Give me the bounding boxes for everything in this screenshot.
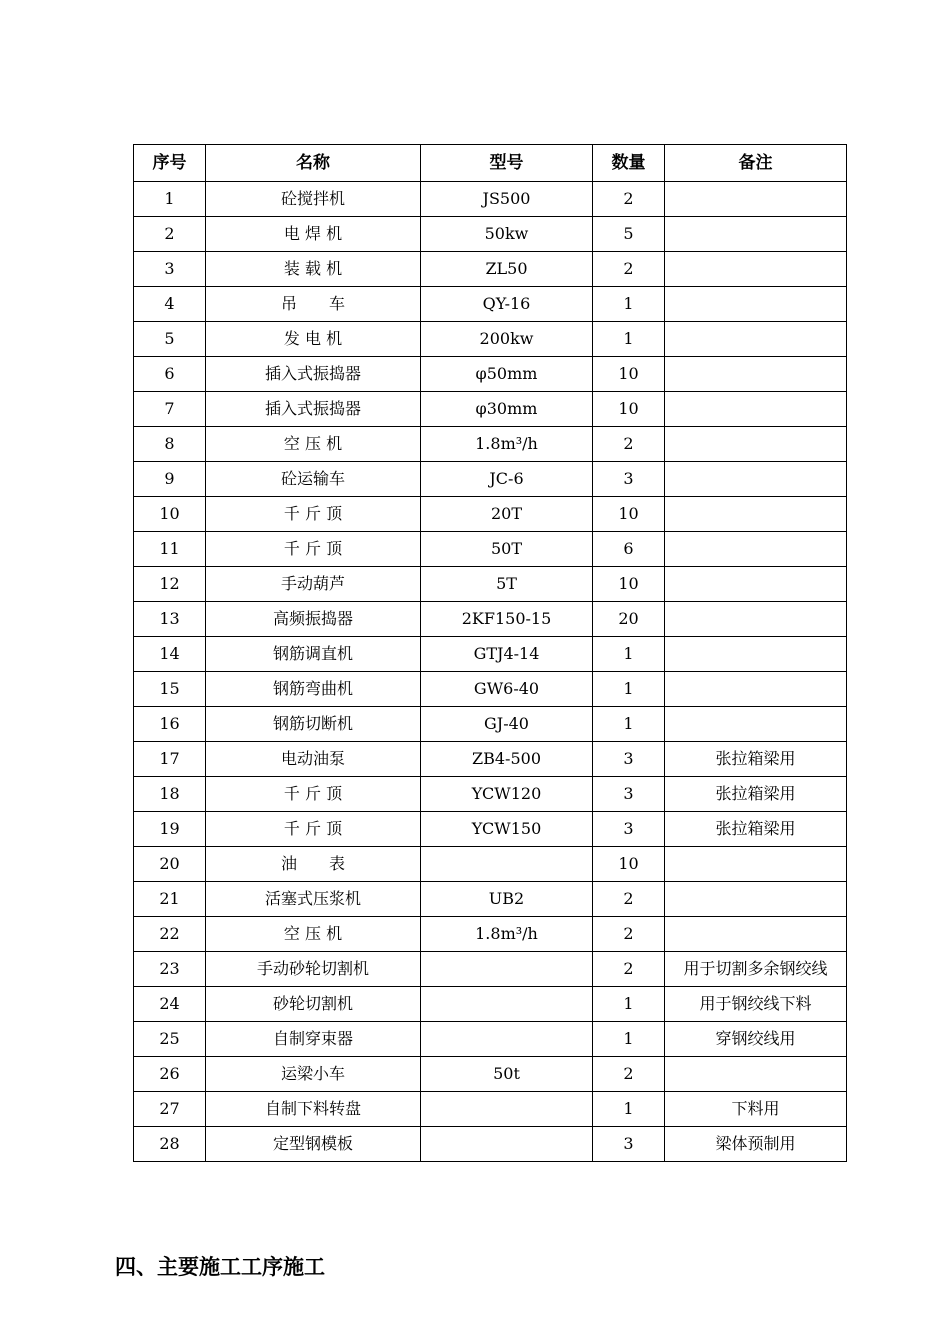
equipment-name: 油 表 bbox=[206, 847, 421, 882]
table-row bbox=[134, 917, 847, 952]
equipment-remark bbox=[665, 742, 847, 777]
equipment-name: 电 焊 机 bbox=[206, 217, 421, 252]
equipment-quantity: 2 bbox=[593, 917, 665, 952]
equipment-quantity: 20 bbox=[593, 602, 665, 637]
table-row bbox=[134, 392, 847, 427]
equipment-remark bbox=[665, 532, 847, 567]
row-index: 25 bbox=[134, 1022, 206, 1057]
equipment-name: 空 压 机 bbox=[206, 917, 421, 952]
table-row bbox=[134, 1092, 847, 1127]
equipment-quantity: 10 bbox=[593, 357, 665, 392]
row-index: 6 bbox=[134, 357, 206, 392]
equipment-remark bbox=[665, 252, 847, 287]
equipment-remark bbox=[665, 322, 847, 357]
remark-text: 用于钢绞线下料 bbox=[699, 994, 812, 1013]
equipment-name: 运梁小车 bbox=[206, 1057, 421, 1092]
equipment-model: ZB4-500 bbox=[421, 742, 593, 777]
equipment-quantity: 2 bbox=[593, 952, 665, 987]
equipment-model: UB2 bbox=[421, 882, 593, 917]
equipment-remark bbox=[665, 497, 847, 532]
equipment-name: 钢筋切断机 bbox=[206, 707, 421, 742]
equipment-remark bbox=[665, 1127, 847, 1162]
equipment-name: 自制下料转盘 bbox=[206, 1092, 421, 1127]
equipment-quantity: 1 bbox=[593, 287, 665, 322]
equipment-model: JC-6 bbox=[421, 462, 593, 497]
equipment-name: 空 压 机 bbox=[206, 427, 421, 462]
row-index: 3 bbox=[134, 252, 206, 287]
row-index: 8 bbox=[134, 427, 206, 462]
equipment-remark bbox=[665, 637, 847, 672]
row-index: 24 bbox=[134, 987, 206, 1022]
equipment-quantity: 1 bbox=[593, 672, 665, 707]
row-index: 7 bbox=[134, 392, 206, 427]
table-row bbox=[134, 1127, 847, 1162]
table-body bbox=[134, 182, 847, 1162]
row-index: 10 bbox=[134, 497, 206, 532]
equipment-model: 1.8m³/h bbox=[421, 917, 593, 952]
equipment-quantity: 1 bbox=[593, 1092, 665, 1127]
row-index: 23 bbox=[134, 952, 206, 987]
equipment-model bbox=[421, 952, 593, 987]
equipment-model: 1.8m³/h bbox=[421, 427, 593, 462]
equipment-quantity: 10 bbox=[593, 567, 665, 602]
equipment-name: 活塞式压浆机 bbox=[206, 882, 421, 917]
equipment-remark bbox=[665, 1092, 847, 1127]
table-row bbox=[134, 952, 847, 987]
equipment-remark bbox=[665, 392, 847, 427]
equipment-quantity: 10 bbox=[593, 497, 665, 532]
table-row bbox=[134, 882, 847, 917]
equipment-remark bbox=[665, 882, 847, 917]
row-index: 1 bbox=[134, 182, 206, 217]
table-row bbox=[134, 602, 847, 637]
table-row bbox=[134, 567, 847, 602]
equipment-quantity: 2 bbox=[593, 1057, 665, 1092]
table-row bbox=[134, 1022, 847, 1057]
equipment-model: GTJ4-14 bbox=[421, 637, 593, 672]
equipment-model: JS500 bbox=[421, 182, 593, 217]
equipment-name: 定型钢模板 bbox=[206, 1127, 421, 1162]
table-row bbox=[134, 252, 847, 287]
equipment-quantity: 2 bbox=[593, 182, 665, 217]
table-row bbox=[134, 287, 847, 322]
row-index: 12 bbox=[134, 567, 206, 602]
equipment-model: 50kw bbox=[421, 217, 593, 252]
equipment-name: 自制穿束器 bbox=[206, 1022, 421, 1057]
table-row bbox=[134, 182, 847, 217]
table-row bbox=[134, 1057, 847, 1092]
equipment-remark bbox=[665, 182, 847, 217]
equipment-quantity: 3 bbox=[593, 462, 665, 497]
equipment-remark bbox=[665, 987, 847, 1022]
equipment-quantity: 2 bbox=[593, 252, 665, 287]
table-row bbox=[134, 357, 847, 392]
row-index: 4 bbox=[134, 287, 206, 322]
equipment-remark bbox=[665, 1057, 847, 1092]
equipment-model: YCW120 bbox=[421, 777, 593, 812]
equipment-name: 钢筋调直机 bbox=[206, 637, 421, 672]
row-index: 20 bbox=[134, 847, 206, 882]
row-index: 18 bbox=[134, 777, 206, 812]
equipment-model: 20T bbox=[421, 497, 593, 532]
equipment-model: 50t bbox=[421, 1057, 593, 1092]
equipment-remark bbox=[665, 672, 847, 707]
equipment-remark bbox=[665, 847, 847, 882]
equipment-name: 手动葫芦 bbox=[206, 567, 421, 602]
equipment-name: 砂轮切割机 bbox=[206, 987, 421, 1022]
equipment-name: 装 载 机 bbox=[206, 252, 421, 287]
equipment-remark bbox=[665, 357, 847, 392]
table-row bbox=[134, 497, 847, 532]
equipment-quantity: 1 bbox=[593, 637, 665, 672]
equipment-remark bbox=[665, 427, 847, 462]
remark-text: 用于切割多余钢绞线 bbox=[683, 959, 828, 978]
equipment-quantity: 1 bbox=[593, 1022, 665, 1057]
equipment-model: φ50mm bbox=[421, 357, 593, 392]
row-index: 15 bbox=[134, 672, 206, 707]
equipment-model bbox=[421, 1022, 593, 1057]
table-row bbox=[134, 707, 847, 742]
equipment-quantity: 3 bbox=[593, 812, 665, 847]
equipment-quantity: 2 bbox=[593, 427, 665, 462]
header-index: 序号 bbox=[134, 145, 206, 182]
equipment-model: 200kw bbox=[421, 322, 593, 357]
equipment-model: φ30mm bbox=[421, 392, 593, 427]
equipment-name: 千 斤 顶 bbox=[206, 532, 421, 567]
equipment-quantity: 10 bbox=[593, 392, 665, 427]
equipment-quantity: 3 bbox=[593, 1127, 665, 1162]
equipment-model: YCW150 bbox=[421, 812, 593, 847]
table-row bbox=[134, 777, 847, 812]
equipment-remark bbox=[665, 917, 847, 952]
table-row bbox=[134, 987, 847, 1022]
row-index: 26 bbox=[134, 1057, 206, 1092]
equipment-remark bbox=[665, 1022, 847, 1057]
equipment-name: 电动油泵 bbox=[206, 742, 421, 777]
table-row bbox=[134, 322, 847, 357]
equipment-model: 50T bbox=[421, 532, 593, 567]
equipment-table bbox=[133, 144, 847, 1162]
equipment-name: 千 斤 顶 bbox=[206, 812, 421, 847]
table-row bbox=[134, 637, 847, 672]
equipment-model: QY-16 bbox=[421, 287, 593, 322]
row-index: 27 bbox=[134, 1092, 206, 1127]
equipment-name: 发 电 机 bbox=[206, 322, 421, 357]
remark-text: 张拉箱梁用 bbox=[715, 784, 796, 803]
equipment-model bbox=[421, 1092, 593, 1127]
equipment-quantity: 3 bbox=[593, 777, 665, 812]
header-remark: 备注 bbox=[665, 145, 847, 182]
table-header-row bbox=[134, 145, 847, 182]
equipment-name: 高频振捣器 bbox=[206, 602, 421, 637]
remark-text: 张拉箱梁用 bbox=[715, 749, 796, 768]
equipment-remark bbox=[665, 217, 847, 252]
section-heading: 四、主要施工工序施工 bbox=[115, 1255, 325, 1279]
equipment-quantity: 1 bbox=[593, 322, 665, 357]
remark-text: 下料用 bbox=[731, 1099, 780, 1118]
row-index: 19 bbox=[134, 812, 206, 847]
equipment-remark bbox=[665, 462, 847, 497]
equipment-model: GW6-40 bbox=[421, 672, 593, 707]
table-row bbox=[134, 812, 847, 847]
equipment-name: 砼运输车 bbox=[206, 462, 421, 497]
equipment-name: 手动砂轮切割机 bbox=[206, 952, 421, 987]
equipment-name: 吊 车 bbox=[206, 287, 421, 322]
row-index: 16 bbox=[134, 707, 206, 742]
equipment-model: 2KF150-15 bbox=[421, 602, 593, 637]
row-index: 17 bbox=[134, 742, 206, 777]
table-row bbox=[134, 847, 847, 882]
header-quantity: 数量 bbox=[593, 145, 665, 182]
equipment-quantity: 5 bbox=[593, 217, 665, 252]
remark-text: 张拉箱梁用 bbox=[715, 819, 796, 838]
equipment-name: 钢筋弯曲机 bbox=[206, 672, 421, 707]
equipment-name: 插入式振捣器 bbox=[206, 357, 421, 392]
equipment-remark bbox=[665, 777, 847, 812]
row-index: 21 bbox=[134, 882, 206, 917]
row-index: 13 bbox=[134, 602, 206, 637]
equipment-model: ZL50 bbox=[421, 252, 593, 287]
equipment-quantity: 1 bbox=[593, 987, 665, 1022]
equipment-quantity: 10 bbox=[593, 847, 665, 882]
table-row bbox=[134, 217, 847, 252]
equipment-remark bbox=[665, 567, 847, 602]
equipment-model: GJ-40 bbox=[421, 707, 593, 742]
row-index: 2 bbox=[134, 217, 206, 252]
equipment-model bbox=[421, 1127, 593, 1162]
table-row bbox=[134, 462, 847, 497]
equipment-remark bbox=[665, 952, 847, 987]
header-name: 名称 bbox=[206, 145, 421, 182]
equipment-name: 千 斤 顶 bbox=[206, 777, 421, 812]
row-index: 28 bbox=[134, 1127, 206, 1162]
equipment-quantity: 3 bbox=[593, 742, 665, 777]
row-index: 11 bbox=[134, 532, 206, 567]
table-row bbox=[134, 672, 847, 707]
equipment-quantity: 6 bbox=[593, 532, 665, 567]
equipment-remark bbox=[665, 812, 847, 847]
table-row bbox=[134, 532, 847, 567]
equipment-remark bbox=[665, 287, 847, 322]
equipment-name: 砼搅拌机 bbox=[206, 182, 421, 217]
equipment-model bbox=[421, 987, 593, 1022]
row-index: 22 bbox=[134, 917, 206, 952]
equipment-quantity: 2 bbox=[593, 882, 665, 917]
row-index: 14 bbox=[134, 637, 206, 672]
row-index: 5 bbox=[134, 322, 206, 357]
remark-text: 穿钢绞线用 bbox=[715, 1029, 796, 1048]
equipment-name: 千 斤 顶 bbox=[206, 497, 421, 532]
header-model: 型号 bbox=[421, 145, 593, 182]
remark-text: 梁体预制用 bbox=[715, 1134, 796, 1153]
equipment-remark bbox=[665, 707, 847, 742]
equipment-model bbox=[421, 847, 593, 882]
equipment-remark bbox=[665, 602, 847, 637]
table-row bbox=[134, 427, 847, 462]
row-index: 9 bbox=[134, 462, 206, 497]
equipment-name: 插入式振捣器 bbox=[206, 392, 421, 427]
equipment-model: 5T bbox=[421, 567, 593, 602]
table-row bbox=[134, 742, 847, 777]
equipment-quantity: 1 bbox=[593, 707, 665, 742]
